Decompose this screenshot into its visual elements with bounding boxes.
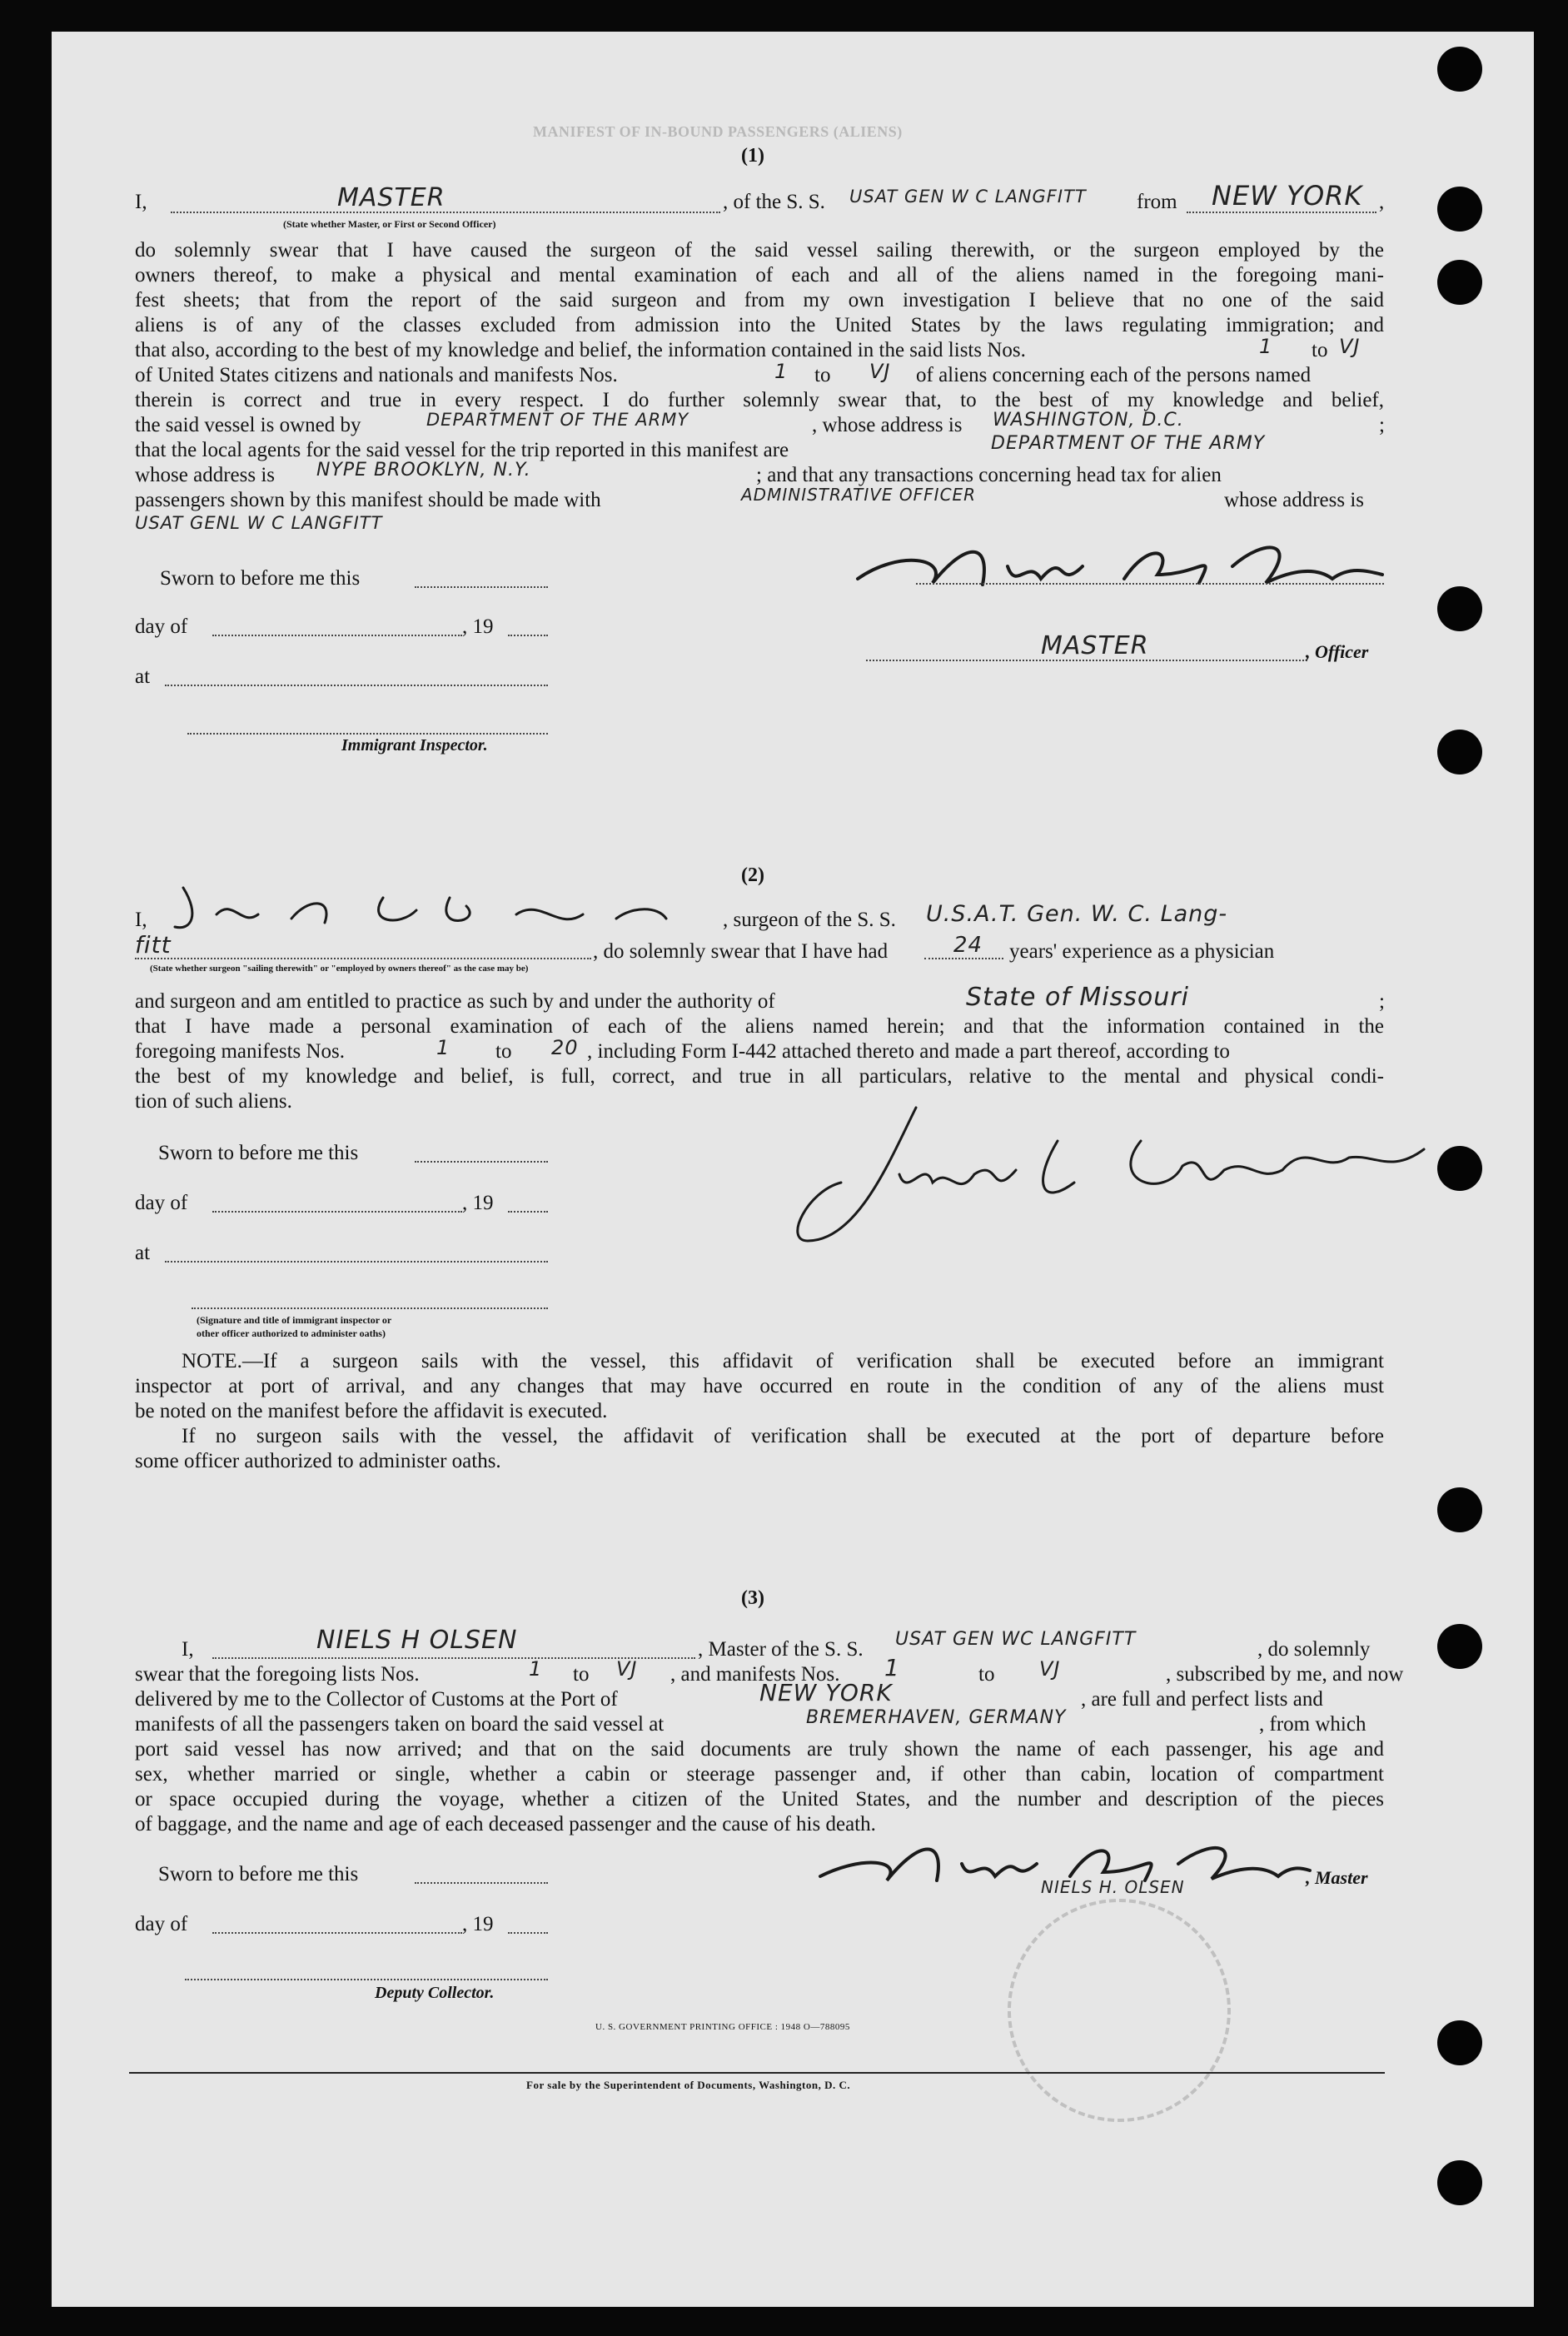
s3-day-of: day of: [135, 1913, 188, 1935]
s1-body-3: fest sheets; that from the report of the said surgeon and from my own investigation I believe that no one of the said: [135, 289, 1384, 311]
s1-year-field: [508, 635, 548, 636]
master-signature-line: [916, 583, 1384, 585]
manifests-from: 1: [774, 360, 789, 383]
lists-from: 1: [1259, 335, 1273, 358]
master-handwritten: MASTER: [337, 183, 446, 212]
surgeon-signature: [791, 1091, 1441, 1258]
punch-hole: [1437, 1624, 1482, 1669]
s2-at-field: [165, 1261, 548, 1263]
master-signature-1: [849, 533, 1391, 600]
s2-ship-handwritten: U.S.A.T. Gen. W. C. Lang-: [926, 901, 1228, 927]
s2-year-field: [508, 1211, 548, 1213]
s3-ship-handwritten: USAT GEN WC LANGFITT: [895, 1629, 1137, 1650]
s3-line-1b: , Master of the S. S.: [698, 1638, 864, 1661]
s2-line-5: foregoing manifests Nos.: [135, 1040, 346, 1063]
s2-line-5b: to: [495, 1040, 512, 1063]
s1-line-1b: , of the S. S.: [723, 191, 825, 213]
s2-line-2b: years' experience as a physician: [1009, 940, 1275, 963]
s1-body-2: owners thereof, to make a physical and mental examination of each and all of the aliens named in the foregoing mani-: [135, 264, 1384, 286]
s3-line-2c: , and manifests Nos.: [670, 1663, 840, 1686]
years-field: [924, 958, 1003, 959]
s3-manifests-from: 1: [884, 1654, 900, 1681]
note-1: NOTE.—If a surgeon sails with the vessel, this affidavit of verification shall be executed before an immigrant: [182, 1350, 1384, 1372]
section-2-number: (2): [741, 864, 764, 886]
s3-line-1c: , do solemnly: [1257, 1638, 1371, 1661]
faint-header: MANIFEST OF IN-BOUND PASSENGERS (ALIENS): [533, 123, 903, 140]
note-5: some officer authorized to administer oaths.: [135, 1450, 501, 1472]
s3-name-handwritten: NIELS H OLSEN: [316, 1626, 518, 1655]
s2-at: at: [135, 1242, 151, 1264]
s3-lists-from: 1: [529, 1657, 543, 1681]
owner-address-handwritten: WASHINGTON, D.C.: [993, 410, 1184, 431]
s3-collector-label: Deputy Collector.: [375, 1984, 495, 2002]
s1-sworn-field: [415, 586, 548, 588]
s2-line-2-field: [135, 958, 591, 959]
punch-hole: [1437, 1146, 1482, 1191]
s3-body-1: port said vessel has now arrived; and that on the said documents are truly shown the name of each passenger, his age and: [135, 1738, 1384, 1761]
gpo-line: U. S. GOVERNMENT PRINTING OFFICE : 1948 O—788095: [595, 2022, 850, 2032]
officer-title-handwritten: MASTER: [1041, 631, 1149, 660]
s1-inspector-line: [187, 733, 548, 735]
s2-sig-line: [192, 1307, 548, 1309]
punch-hole: [1437, 2160, 1482, 2205]
s3-line-2b: to: [573, 1663, 590, 1686]
s3-line-2e: , subscribed by me, and now: [1166, 1663, 1404, 1686]
s3-sworn: Sworn to before me this: [158, 1863, 359, 1885]
s3-year: , 19: [462, 1913, 494, 1935]
punch-hole: [1437, 730, 1482, 775]
s1-line-6c: of aliens concerning each of the persons named: [916, 364, 1312, 386]
from-port-field: [1187, 212, 1376, 213]
s1-line-5: that also, according to the best of my knowledge and belief, the information contained in the said lists Nos.: [135, 339, 1026, 361]
s2-day-of: day of: [135, 1192, 188, 1214]
note-2: inspector at port of arrival, and any changes that may have occurred en route in the condition of any of the aliens must: [135, 1375, 1384, 1397]
punch-hole: [1437, 2020, 1482, 2065]
s3-collector-line: [185, 1979, 548, 1980]
s1-line-1d: ,: [1379, 191, 1385, 213]
s3-master-label: , Master: [1306, 1867, 1368, 1888]
surgeon-name-handwritten: [200, 899, 488, 929]
s3-year-field: [508, 1932, 548, 1934]
s1-body-4: aliens is of any of the classes excluded from admission into the United States by the laws regulating immigration; and: [135, 314, 1384, 336]
s2-line-7: tion of such aliens.: [135, 1090, 292, 1113]
s2-sworn: Sworn to before me this: [158, 1142, 359, 1164]
s3-line-2d: to: [978, 1663, 995, 1686]
s3-line-3b: , are full and perfect lists and: [1081, 1688, 1323, 1711]
s3-line-4b: , from which: [1259, 1713, 1366, 1736]
punch-hole: [1437, 187, 1482, 232]
section-1-number: (1): [741, 145, 764, 167]
s1-line-6: of United States citizens and nationals and manifests Nos.: [135, 364, 618, 386]
master-caption: (State whether Master, or First or Second Officer): [283, 218, 496, 230]
s2-manifests-to: 20: [551, 1036, 579, 1059]
s1-line-10b: ; and that any transactions concerning head tax for alien: [756, 464, 1222, 486]
note-4: If no surgeon sails with the vessel, the affidavit of verification shall be executed at the port of departure before: [182, 1425, 1384, 1447]
s2-sig-caption-2: other officer authorized to administer oaths): [197, 1327, 386, 1339]
for-sale-line: For sale by the Superintendent of Documents, Washington, D. C.: [526, 2079, 851, 2091]
s1-at-field: [165, 685, 548, 686]
s1-inspector-label: Immigrant Inspector.: [341, 736, 488, 755]
s1-line-1c: from: [1137, 191, 1177, 213]
punch-hole: [1437, 586, 1482, 631]
s1-day-field: [212, 635, 462, 636]
s1-sworn: Sworn to before me this: [160, 567, 361, 590]
s2-line-1: I,: [135, 909, 147, 931]
s2-manifests-from: 1: [436, 1036, 450, 1059]
officer-line: [866, 660, 1307, 661]
s1-line-8b: , whose address is: [812, 414, 963, 436]
s1-body-1: do solemnly swear that I have caused the surgeon of the said vessel sailing therewith, or the surgeon employed by the: [135, 239, 1384, 261]
ship-handwritten: USAT GEN W C LANGFITT: [849, 187, 1087, 207]
s3-body-3: or space occupied during the voyage, whether a citizen of the United States, and the number and description of the pieces: [135, 1788, 1384, 1811]
state-handwritten: State of Missouri: [966, 983, 1189, 1012]
s3-line-4: manifests of all the passengers taken on board the said vessel at: [135, 1713, 665, 1736]
s1-line-1: I,: [135, 191, 147, 213]
s1-line-8c: ;: [1379, 414, 1385, 436]
years-handwritten: 24: [953, 933, 983, 958]
s2-ship-continued: fitt: [135, 931, 172, 959]
manifests-to: VJ: [869, 360, 891, 383]
section-3-number: (3): [741, 1587, 764, 1609]
s1-line-8: the said vessel is owned by: [135, 414, 361, 436]
s2-line-2: , do solemnly swear that I have had: [593, 940, 889, 963]
s3-day-field: [212, 1932, 462, 1934]
s1-line-6b: to: [814, 364, 831, 386]
s2-line-1b: , surgeon of the S. S.: [723, 909, 896, 931]
s1-line-10: whose address is: [135, 464, 276, 486]
s1-year: , 19: [462, 615, 494, 638]
s2-line-4: that I have made a personal examination of each of the aliens named herein; and that the information contained in the: [135, 1015, 1384, 1038]
surgeon-caption: (State whether surgeon "sailing therewith" or "employed by owners thereof" as the case may be): [150, 964, 529, 974]
s2-day-field: [212, 1211, 462, 1213]
agent-address-handwritten: NYPE BROOKLYN, N.Y.: [316, 460, 531, 481]
s2-year: , 19: [462, 1192, 494, 1214]
s2-line-3: and surgeon and am entitled to practice as such by and under the authority of: [135, 990, 775, 1013]
s3-line-1: I,: [182, 1638, 194, 1661]
agent-handwritten: DEPARTMENT OF THE ARMY: [991, 433, 1266, 454]
from-port-handwritten: NEW YORK: [1212, 180, 1363, 212]
s3-line-3: delivered by me to the Collector of Customs at the Port of: [135, 1688, 618, 1711]
s1-line-7: therein is correct and true in every respect. I do further solemnly swear that, to the best of my knowledge and belief,: [135, 389, 1384, 411]
owner-handwritten: DEPARTMENT OF THE ARMY: [426, 410, 689, 430]
s3-body-2: sex, whether married or single, whether a cabin or steerage passenger and, if other than cabin, location of compartment: [135, 1763, 1384, 1786]
s1-at: at: [135, 665, 151, 688]
punch-hole: [1437, 1487, 1482, 1532]
footer-rule: [129, 2072, 1385, 2074]
s1-day-of: day of: [135, 615, 188, 638]
s1-line-11: passengers shown by this manifest should be made with: [135, 489, 601, 511]
s3-line-2: swear that the foregoing lists Nos.: [135, 1663, 420, 1686]
s1-line-11b: whose address is: [1224, 489, 1365, 511]
s3-from-handwritten: BREMERHAVEN, GERMANY: [806, 1707, 1067, 1728]
lists-to: VJ: [1339, 335, 1361, 358]
tax-handwritten: ADMINISTRATIVE OFFICER: [741, 485, 977, 505]
s3-manifests-to: VJ: [1039, 1657, 1061, 1681]
s3-printed-name-handwritten: NIELS H. OLSEN: [1041, 1877, 1185, 1897]
master-field: [171, 212, 720, 213]
punch-hole: [1437, 260, 1482, 305]
s1-line-9: that the local agents for the said vessel for the trip reported in this manifest are: [135, 439, 789, 461]
s2-line-5c: , including Form I-442 attached thereto and made a part thereof, according to: [587, 1040, 1230, 1063]
s2-sworn-field: [415, 1161, 548, 1163]
s3-line-8: of baggage, and the name and age of each deceased passenger and the cause of his death.: [135, 1813, 876, 1835]
tax-address-handwritten: USAT GENL W C LANGFITT: [135, 513, 383, 533]
officer-label: , Officer: [1306, 641, 1369, 662]
note-3: be noted on the manifest before the affidavit is executed.: [135, 1400, 608, 1422]
s3-lists-to: VJ: [616, 1657, 638, 1681]
s1-line-5b: to: [1312, 339, 1328, 361]
punch-hole: [1437, 47, 1482, 92]
s2-line-3b: ;: [1379, 990, 1385, 1013]
faint-stamp: [1008, 1899, 1231, 2122]
s2-line-6: the best of my knowledge and belief, is full, correct, and true in all particulars, relative to the mental and physical condi-: [135, 1065, 1384, 1088]
s2-sig-caption-1: (Signature and title of immigrant inspector or: [197, 1314, 392, 1326]
s3-sworn-field: [415, 1882, 548, 1884]
s3-port-handwritten: NEW YORK: [759, 1679, 893, 1706]
